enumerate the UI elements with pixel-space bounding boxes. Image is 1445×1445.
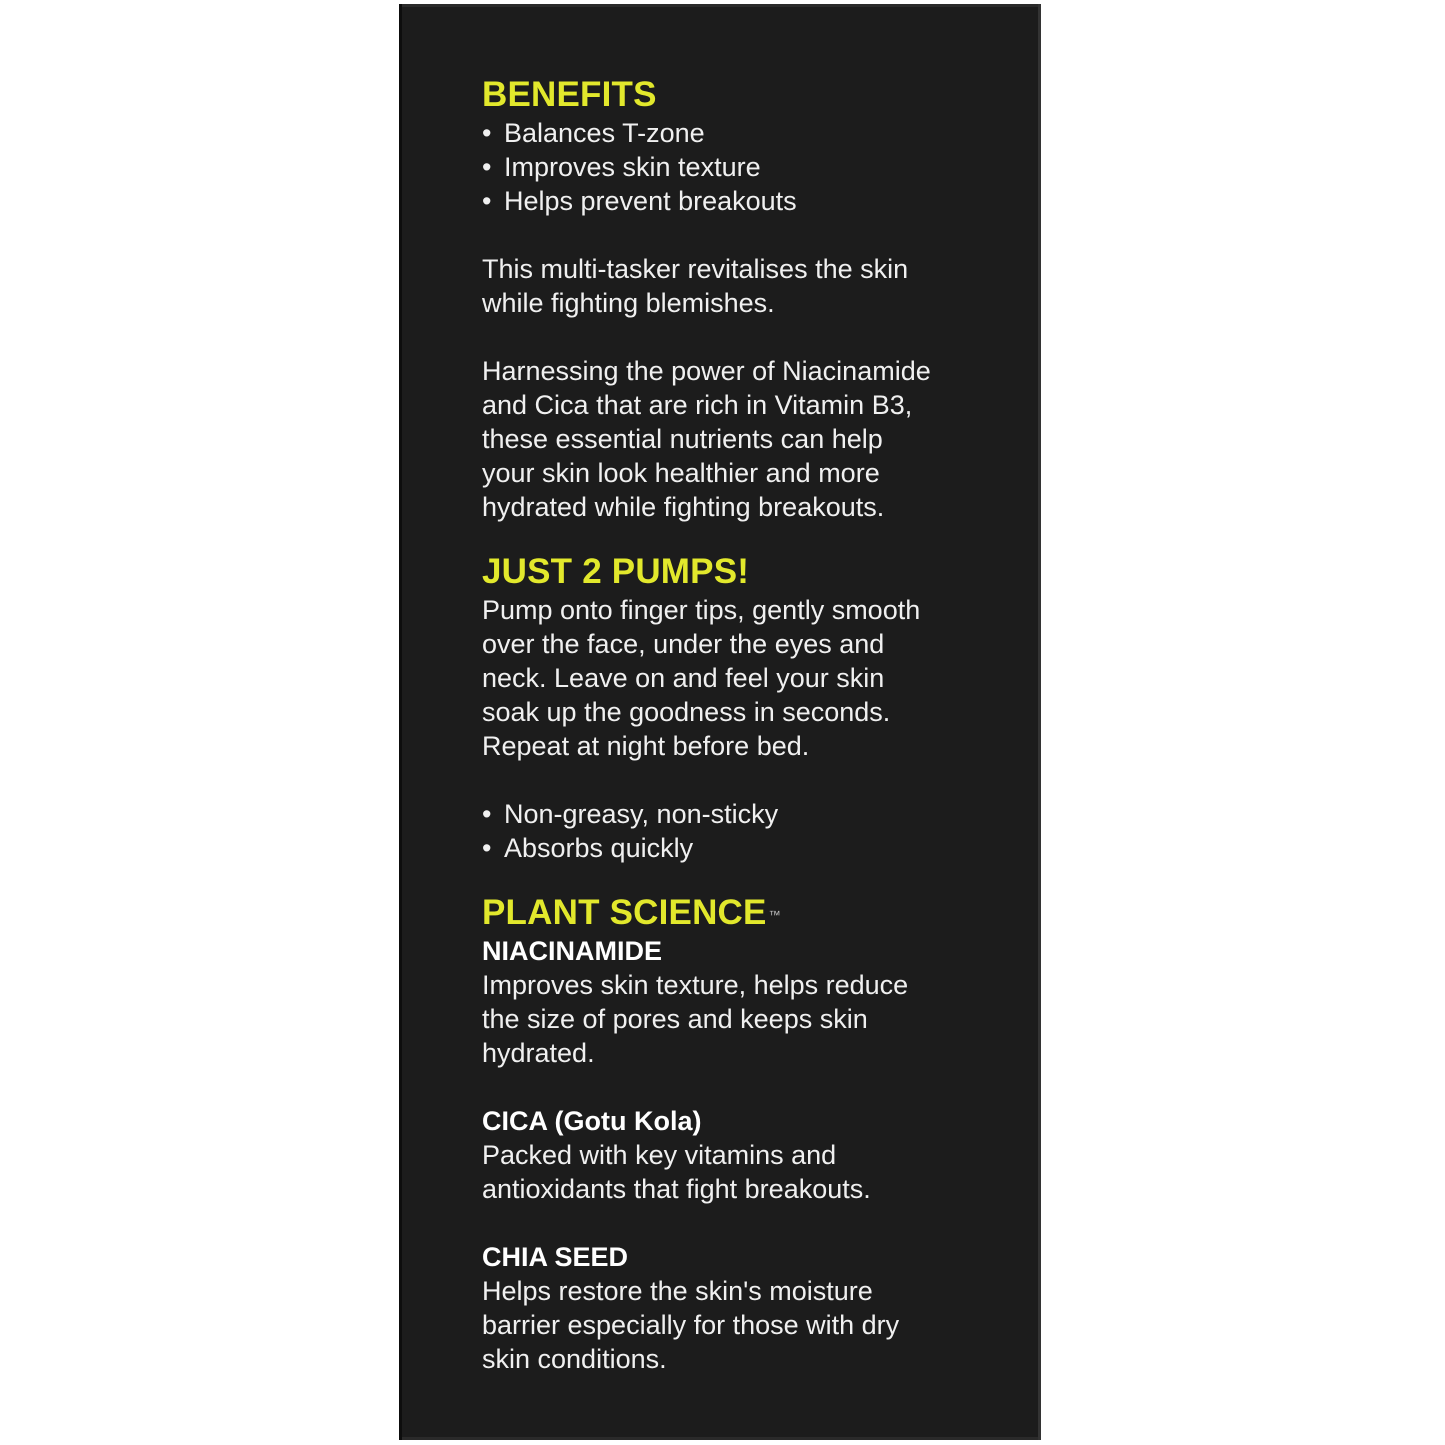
ingredient-name-chia-seed: CHIA SEED — [482, 1242, 629, 1272]
ingredient-name-cica: CICA (Gotu Kola) — [482, 1106, 702, 1136]
bullet-icon: • — [482, 799, 492, 829]
bullet-icon: • — [482, 833, 492, 863]
list-item: • Improves skin texture — [482, 152, 761, 182]
trademark-mark: ™ — [768, 908, 781, 922]
ingredient-description-niacinamide: Improves skin texture, helps reduce the size of pores and keeps skin hydrated. — [482, 970, 909, 1068]
benefits-paragraph-2: Harnessing the power of Niacinamide and Cica that are rich in Vitamin B3, these essential nutrients can help your skin look healthier and more hydrated while fighting breakouts. — [482, 356, 931, 522]
list-item: • Helps prevent breakouts — [482, 186, 797, 216]
benefits-list — [482, 116, 1022, 218]
ingredient-name-niacinamide: NIACINAMIDE — [482, 936, 662, 966]
bullet-icon: • — [482, 186, 492, 216]
plant-science-heading: PLANT SCIENCE ™ — [482, 893, 781, 932]
benefits-heading: BENEFITS — [482, 75, 657, 114]
pumps-paragraph: Pump onto finger tips, gently smooth over the face, under the eyes and neck. Leave on and feel your skin soak up the goodness in seconds. Repeat at night before bed. — [482, 595, 921, 761]
bullet-icon: • — [482, 118, 492, 148]
bullet-icon: • — [482, 152, 492, 182]
pumps-list — [482, 797, 1022, 865]
panel-content — [482, 74, 1022, 1376]
list-item: • Balances T-zone — [482, 118, 705, 148]
benefits-paragraph-1: This multi-tasker revitalises the skin while fighting blemishes. — [482, 254, 909, 318]
ingredient-description-cica: Packed with key vitamins and antioxidants that fight breakouts. — [482, 1140, 871, 1204]
pumps-heading: JUST 2 PUMPS! — [482, 552, 750, 591]
list-item: • Absorbs quickly — [482, 833, 694, 863]
ingredient-description-chia-seed: Helps restore the skin's moisture barrier especially for those with dry skin conditions. — [482, 1276, 900, 1374]
product-box-panel — [399, 4, 1041, 1440]
list-item: • Non-greasy, non-sticky — [482, 799, 779, 829]
